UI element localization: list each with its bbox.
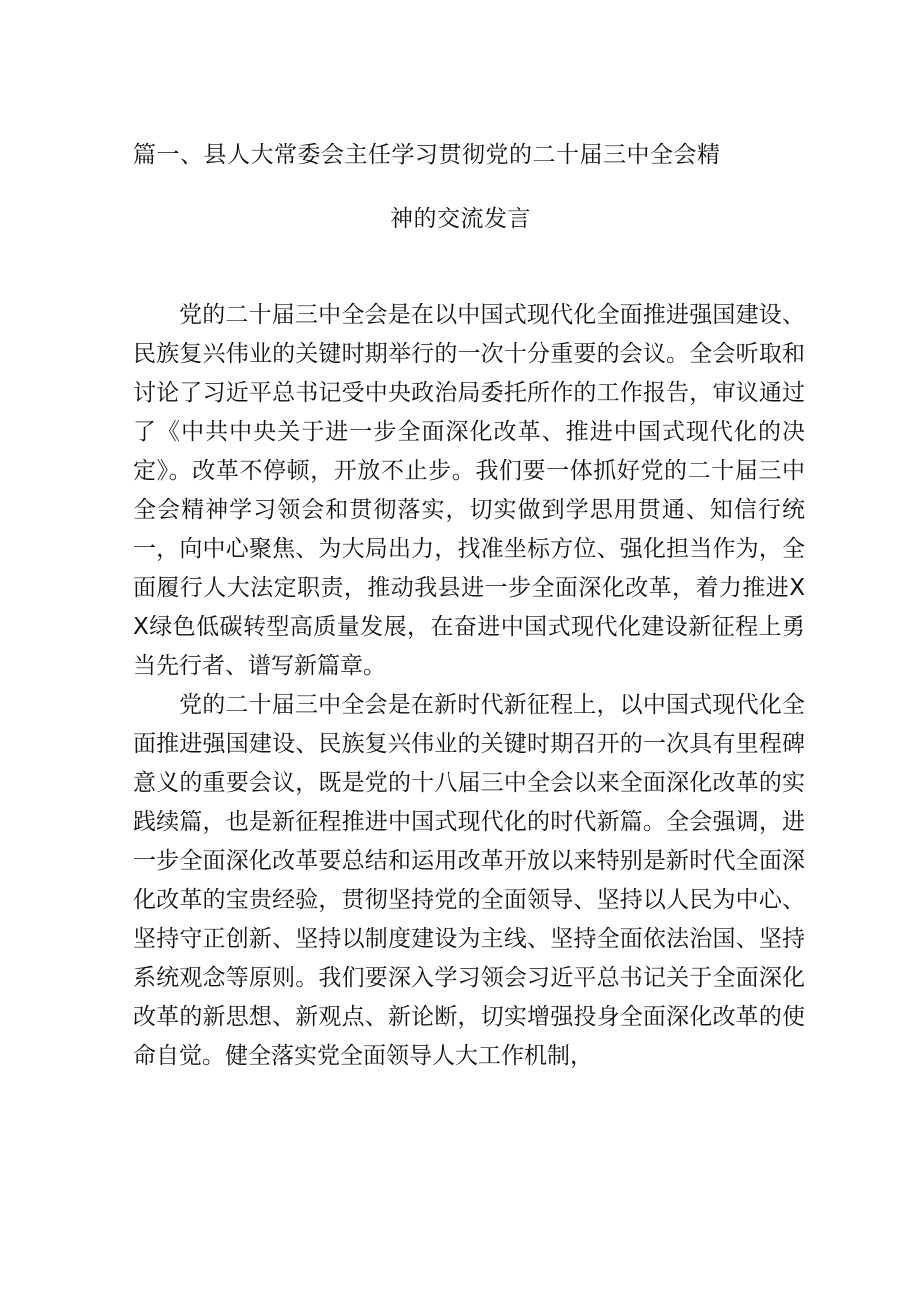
body-paragraph-1: 党的二十届三中全会是在以中国式现代化全面推进强国建设、民族复兴伟业的关键时期举行的一次十分重要的会议。全会听取和讨论了习近平总书记受中央政治局委托所作的工作报告，审议通过了《中共中央关于进一步全面深化改革、推进中国式现代化的决定》。改革不停顿，开放不止步。我们要一体抓好党的二十届三中全会精神学习领会和贯彻落实，切实做到学思用贯通、知信行统一，向中心聚焦、为大局出力，找准坐标方位、强化担当作为，全面履行人大法定职责，推动我县进一步全面深化改革，着力推进XX绿色低碳转型高质量发展，在奋进中国式现代化建设新征程上勇当先行者、谱写新篇章。 <box>133 302 805 679</box>
document-title-line-1: 篇一、县人大常委会主任学习贯彻党的二十届三中全会精 <box>133 142 721 168</box>
document-body <box>133 296 805 1076</box>
document-title-line-2: 神的交流发言 <box>390 206 531 232</box>
body-paragraph-2: 党的二十届三中全会是在新时代新征程上，以中国式现代化全面推进强国建设、民族复兴伟业的关键时期召开的一次具有里程碑意义的重要会议，既是党的十八届三中全会以来全面深化改革的实践续篇，也是新征程推进中国式现代化的时代新篇。全会强调，进一步全面深化改革要总结和运用改革开放以来特别是新时代全面深化改革的宝贵经验，贯彻坚持党的全面领导、坚持以人民为中心、坚持守正创新、坚持以制度建设为主线、坚持全面依法治国、坚持系统观念等原则。我们要深入学习领会习近平总书记关于全面深化改革的新思想、新观点、新论断，切实增强投身全面深化改革的使命自觉。健全落实党全面领导人大工作机制， <box>133 692 805 1069</box>
